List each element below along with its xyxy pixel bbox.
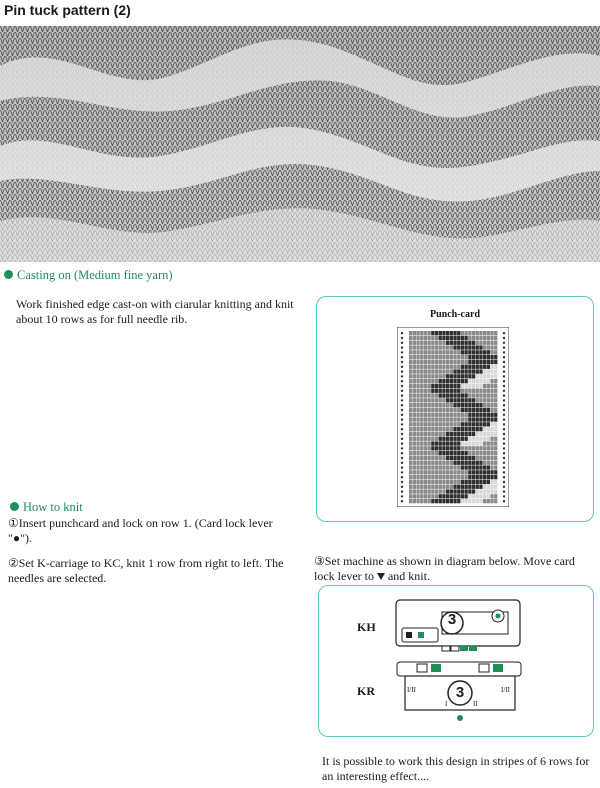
step-2-text: ②Set K-carriage to KC, knit 1 row from right to left. The needles are selected. [8,556,284,585]
page-title: Pin tuck pattern (2) [4,2,131,18]
how-to-knit-heading-text: How to knit [23,500,83,514]
footer-note: It is possible to work this design in stripes of 6 rows for an interesting effect.... [322,754,590,783]
kr-left-mark: I/II [407,686,416,694]
punch-card-box [316,296,594,522]
kh-dial-number: 3 [447,611,457,628]
punch-card-label: Punch-card [430,309,480,320]
machine-diagram-box [318,585,594,737]
kr-dial-number: 3 [455,684,465,701]
step-3-text-a: ③Set machine as shown in diagram below. Move card lock lever to [314,554,575,583]
how-to-knit-heading [10,500,83,515]
knitted-swatch-photo [0,26,600,262]
kr-label: KR [357,684,375,698]
triangle-down-icon [377,573,385,580]
casting-on-text: Work finished edge cast-on with ciarular knitting and knit about 10 rows as for full needle rib. [16,297,294,326]
casting-on-heading-text: Casting on (Medium fine yarn) [17,268,173,282]
kr-bottom-mark-1: I [445,700,448,708]
step-3-text-b: and knit. [387,569,430,583]
step-1-text: ①Insert punchcard and lock on row 1. (Card lock lever "●"). [8,516,273,545]
kh-label: KH [357,620,376,634]
bullet-dot-icon [4,270,13,279]
kh-carriage-diagram [394,598,524,658]
bullet-dot-icon [10,502,19,511]
casting-on-heading [4,268,173,283]
step-3-text [314,554,598,584]
punch-card-diagram [397,327,509,507]
kr-bottom-mark-2: II [473,700,478,708]
kr-right-mark: I/II [501,686,510,694]
